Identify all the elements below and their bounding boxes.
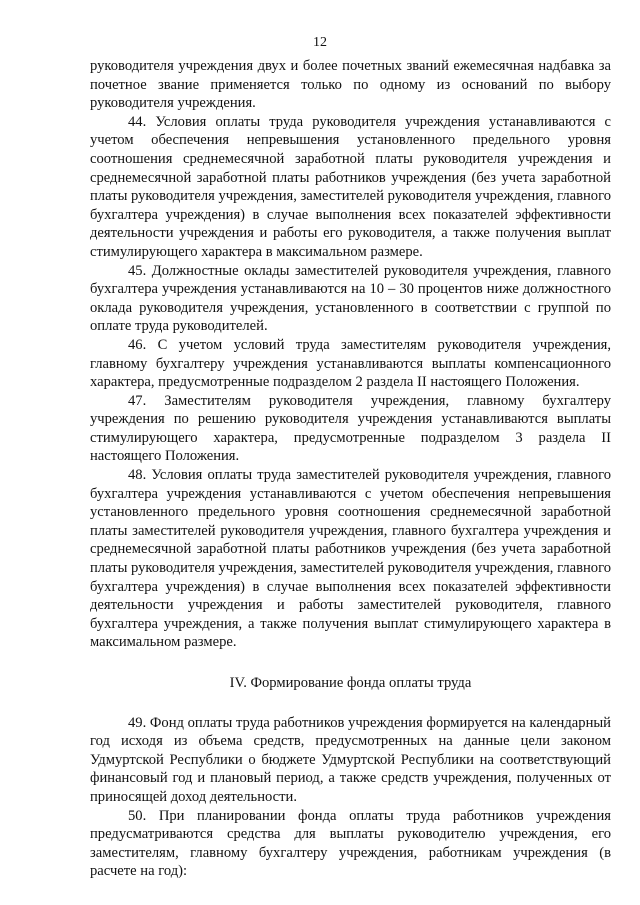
paragraph-43-continuation: руководителя учреждения двух и более почетных званий ежемесячная надбавка за почетное звание применяется только по одному из оснований по выбору руководителя учреждения. xyxy=(90,58,611,112)
document-body xyxy=(90,57,611,881)
paragraphs-after-heading xyxy=(90,714,611,881)
paragraph-44: 44. Условия оплаты труда руководителя учреждения устанавливаются с учетом обеспечения непревышения установленного предельного уровня соотношения среднемесячной заработной платы руководителя учреждения и среднемесячной заработной платы работников учреждения (без учета заработной платы руководителя учреждения, заместителей руководителя учреждения, главного бухгалтера учреждения) в случае выполнения всех показателей эффективности деятельности учреждения и работы его руководителя, а также получения выплат стимулирующего характера в максимальном размере. xyxy=(90,113,611,260)
section-heading: IV. Формирование фонда оплаты труда xyxy=(229,675,472,691)
paragraph-48: 48. Условия оплаты труда заместителей руководителя учреждения, главного бухгалтера учреждения устанавливаются с учетом обеспечения непревышения установленного предельного уровня соотношения среднемесячной заработной платы заместителей руководителя учреждения, главного бухгалтера учреждения и среднемесячной заработной платы работников учреждения (без учета заработной платы руководителя учреждения, заместителей руководителя учреждения, главного бухгалтера учреждения) в случае выполнения всех показателей эффективности деятельности учреждения и работы заместителей руководителя, главного бухгалтера учреждения, а также получения выплат стимулирующего характера в максимальном размере. xyxy=(90,467,611,651)
paragraph-45: 45. Должностные оклады заместителей руководителя учреждения, главного бухгалтера учреждения устанавливаются на 10 – 30 процентов ниже должностного оклада руководителя учреждения, установленного в соответствии с группой по оплате труда руководителей. xyxy=(90,262,611,335)
paragraph-49: 49. Фонд оплаты труда работников учреждения формируется на календарный год исходя из объема средств, предусмотренных на данные цели законом Удмуртской Республики о бюджете Удмуртской Республики на соответствующий финансовый год и плановый период, а также средств учреждения, полученных от приносящей доход деятельности. xyxy=(90,714,611,805)
paragraph-50: 50. При планировании фонда оплаты труда работников учреждения предусматриваются средства для выплаты руководителю учреждения, его заместителям, главному бухгалтеру учреждения, работникам учреждения (в расчете на год): xyxy=(90,807,611,880)
paragraph-46: 46. С учетом условий труда заместителям руководителя учреждения, главному бухгалтеру учреждения устанавливаются выплаты компенсационного характера, предусмотренные подразделом 2 раздела II настоящего Положения. xyxy=(90,336,611,391)
paragraph-47: 47. Заместителям руководителя учреждения, главному бухгалтеру учреждения по решению руководителя учреждения устанавливаются выплаты стимулирующего характера, предусмотренные подразделом 3 раздела II настоящего Положения. xyxy=(90,392,611,465)
paragraphs-before-heading xyxy=(90,57,611,652)
page-number: 12 xyxy=(313,35,327,50)
